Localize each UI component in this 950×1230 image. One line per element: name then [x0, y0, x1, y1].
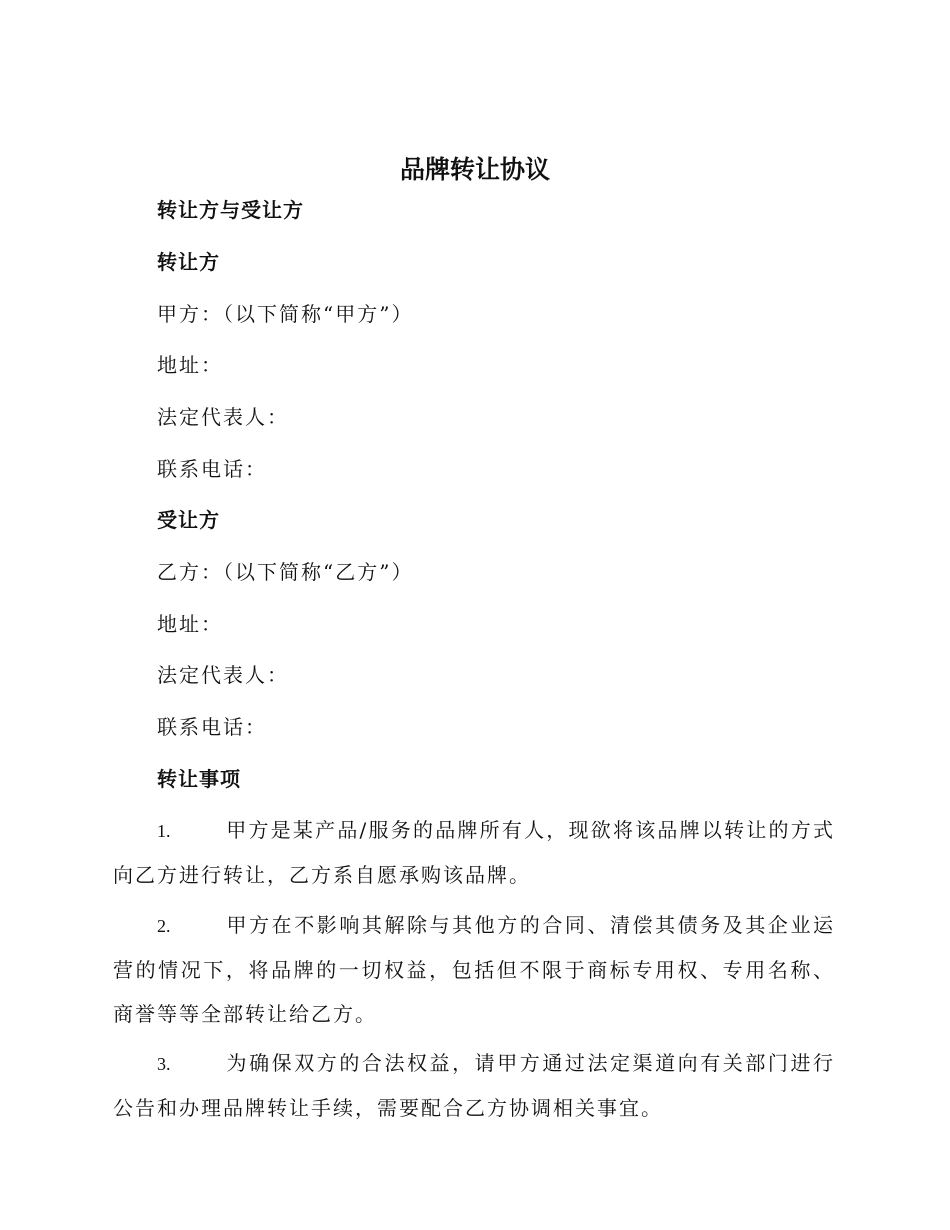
matter-item-number: 1. — [157, 821, 171, 841]
transferor-phone-line: 联系电话： — [157, 457, 267, 481]
transferee-phone-line: 联系电话： — [157, 715, 267, 739]
transferee-party-line: 乙方：（以下简称“乙方”） — [157, 560, 414, 584]
transferor-heading: 转让方 — [157, 250, 220, 274]
transferee-legal-rep-line: 法定代表人： — [157, 663, 289, 687]
transferor-address-line: 地址： — [157, 353, 223, 377]
transferee-address-line: 地址： — [157, 612, 223, 636]
matter-item-2 — [113, 903, 835, 1036]
matter-item-text: 甲方在不影响其解除与其他方的合同、清偿其债务及其企业运营的情况下，将品牌的一切权益，包括但不限于商标专用权、专用名称、商誉等等全部转让给乙方。 — [113, 913, 835, 1026]
transferor-legal-rep-line: 法定代表人： — [157, 405, 289, 429]
matter-item-text: 甲方是某产品/服务的品牌所有人，现欲将该品牌以转让的方式向乙方进行转让，乙方系自愿承购该品牌。 — [113, 818, 835, 887]
transferor-party-line: 甲方：（以下简称“甲方”） — [157, 302, 414, 326]
matter-item-1 — [113, 808, 835, 897]
transferee-heading: 受让方 — [157, 508, 220, 532]
matters-heading: 转让事项 — [157, 767, 241, 791]
parties-heading: 转让方与受让方 — [157, 198, 304, 222]
matter-item-3 — [113, 1041, 835, 1130]
matter-item-text: 为确保双方的合法权益，请甲方通过法定渠道向有关部门进行公告和办理品牌转让手续，需要配合乙方协调相关事宜。 — [113, 1051, 835, 1120]
matter-item-number: 3. — [157, 1054, 171, 1074]
matter-item-number: 2. — [157, 916, 171, 936]
document-title: 品牌转让协议 — [399, 155, 550, 184]
